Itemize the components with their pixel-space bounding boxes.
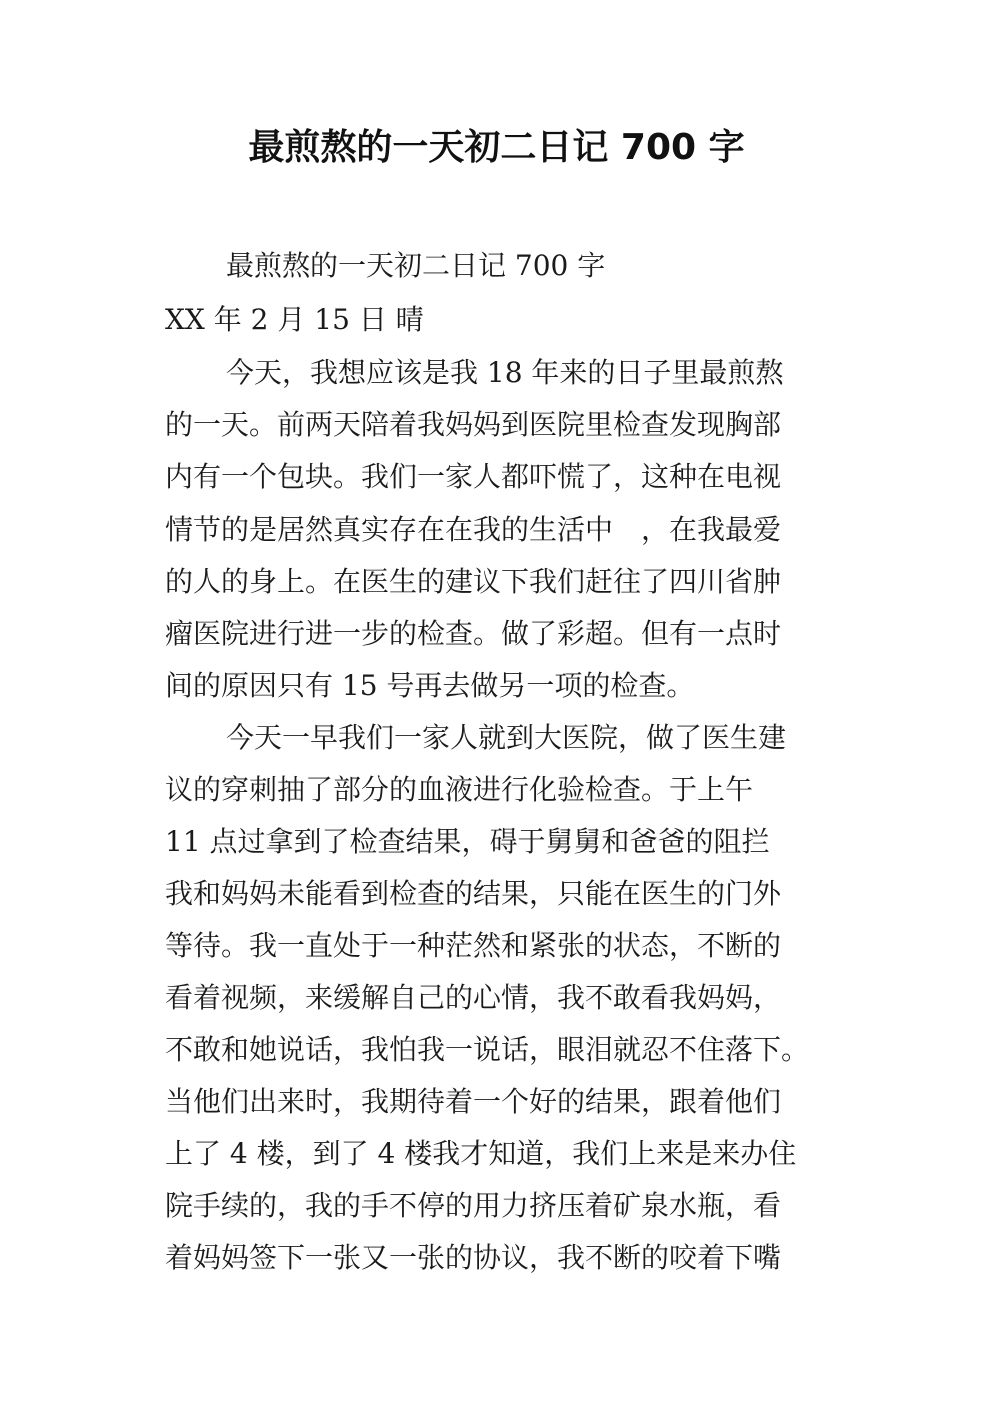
body-line: 不敢和她说话，我怕我一说话，眼泪就忍不住落下。	[165, 1033, 810, 1066]
body-line: 着妈妈签下一张又一张的协议，我不断的咬着下嘴	[165, 1241, 782, 1274]
body-line: 今天一早我们一家人就到大医院，做了医生建	[226, 721, 787, 754]
body-line: 的一天。前两天陪着我妈妈到医院里检查发现胸部	[165, 408, 782, 441]
body-line: 最煎熬的一天初二日记 700 字	[226, 249, 606, 282]
document-title: 最煎熬的一天初二日记 700 字	[248, 127, 745, 168]
body-line: 看着视频，来缓解自己的心情，我不敢看我妈妈，	[165, 981, 782, 1014]
body-line: 上了 4 楼，到了 4 楼我才知道，我们上来是来办住	[165, 1137, 797, 1170]
body-line: XX 年 2 月 15 日 晴	[165, 303, 424, 336]
body-line: 瘤医院进行进一步的检查。做了彩超。但有一点时	[165, 617, 782, 650]
body-line: 当他们出来时，我期待着一个好的结果，跟着他们	[165, 1085, 782, 1118]
body-line: 情节的是居然真实存在在我的生活中 ，在我最爱	[165, 513, 782, 546]
body-line: 间的原因只有 15 号再去做另一项的检查。	[165, 669, 695, 702]
body-line: 今天，我想应该是我 18 年来的日子里最煎熬	[226, 356, 784, 389]
body-line: 议的穿刺抽了部分的血液进行化验检查。于上午	[165, 773, 754, 806]
body-line: 内有一个包块。我们一家人都吓慌了，这种在电视	[165, 460, 782, 493]
body-line: 等待。我一直处于一种茫然和紧张的状态，不断的	[165, 929, 782, 962]
body-line: 我和妈妈未能看到检查的结果，只能在医生的门外	[165, 877, 782, 910]
body-line: 院手续的，我的手不停的用力挤压着矿泉水瓶，看	[165, 1189, 782, 1222]
body-line: 的人的身上。在医生的建议下我们赶往了四川省肿	[165, 565, 782, 598]
body-line: 11 点过拿到了检查结果，碍于舅舅和爸爸的阻拦	[165, 825, 770, 858]
